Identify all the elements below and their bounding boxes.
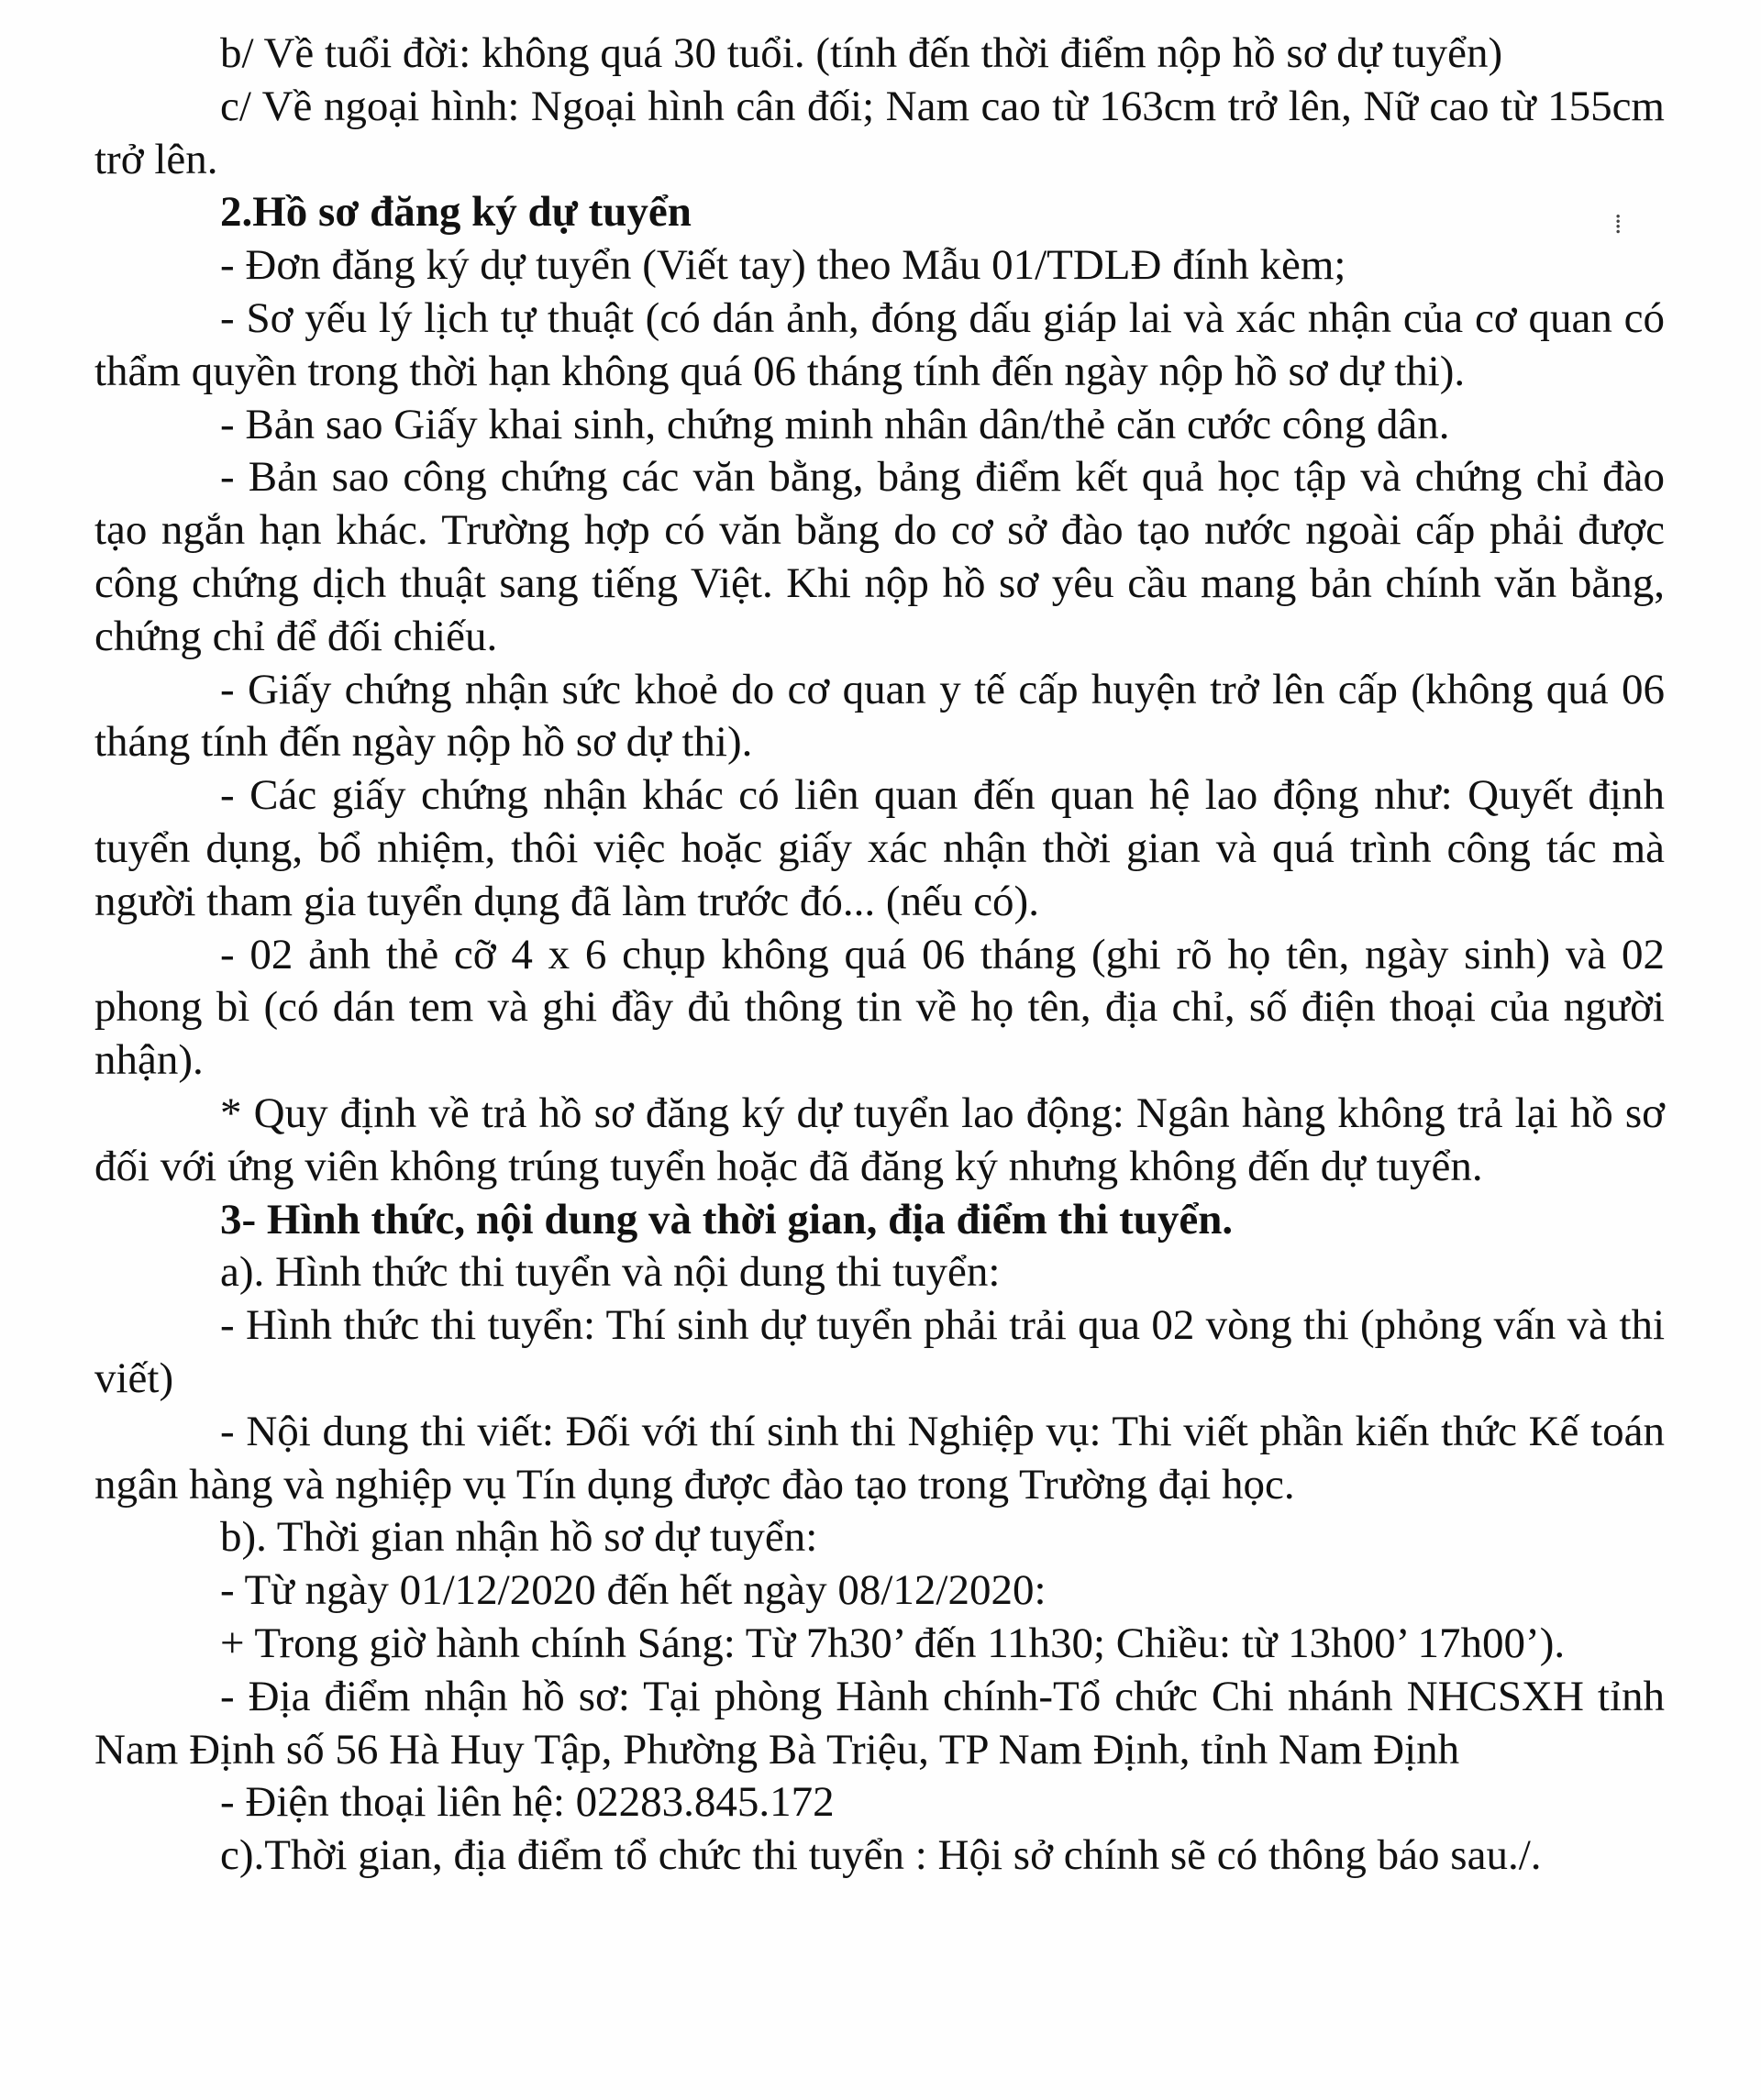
curriculum-vitae-item: - Sơ yếu lý lịch tự thuật (có dán ảnh, đóng dấu giáp lai và xác nhận của cơ quan có thẩm quyền trong thời hạn không quá 06 tháng tính đến ngày nộp hồ sơ dự thi). bbox=[94, 293, 1665, 395]
date-range-item: - Từ ngày 01/12/2020 đến hết ngày 08/12/2020: bbox=[220, 1566, 1047, 1615]
location-item: - Địa điểm nhận hồ sơ: Tại phòng Hành chính-Tổ chức Chi nhánh NHCSXH tỉnh Nam Định số 56 Hà Huy Tập, Phường Bà Triệu, TP Nam Định, tỉnh Nam Định bbox=[94, 1672, 1665, 1774]
labor-documents-item: - Các giấy chứng nhận khác có liên quan đến quan hệ lao động như: Quyết định tuyển dụng, bổ nhiệm, thôi việc hoặc giấy xác nhận thời gian và quá trình công tác mà người tham gia tuyển dụng đã làm trước đó... (nếu có). bbox=[94, 771, 1665, 925]
receiving-time-subheading: b). Thời gian nhận hồ sơ dự tuyển: bbox=[220, 1513, 818, 1562]
age-requirement: b/ Về tuổi đời: không quá 30 tuổi. (tính đến thời điểm nộp hồ sơ dự tuyển) bbox=[220, 29, 1503, 77]
document-body bbox=[94, 28, 1665, 1883]
written-exam-item: - Nội dung thi viết: Đối với thí sinh thi Nghiệp vụ: Thi viết phần kiến thức Kế toán ngân hàng và nghiệp vụ Tín dụng được đào tạo trong Trường đại học. bbox=[94, 1407, 1665, 1509]
office-hours-item: + Trong giờ hành chính Sáng: Từ 7h30’ đến 11h30; Chiều: từ 13h00’ 17h00’). bbox=[220, 1619, 1566, 1667]
photos-envelopes-item: - 02 ảnh thẻ cỡ 4 x 6 chụp không quá 06 tháng (ghi rõ họ tên, ngày sinh) và 02 phong bì (có dán tem và ghi đầy đủ thông tin về họ tên, địa chỉ, số điện thoại của người nhận). bbox=[94, 930, 1665, 1085]
section-2-heading: 2.Hồ sơ đăng ký dự tuyển bbox=[220, 188, 692, 237]
appearance-requirement: c/ Về ngoại hình: Ngoại hình cân đối; Nam cao từ 163cm trở lên, Nữ cao từ 155cm trở lên. bbox=[94, 82, 1665, 183]
diplomas-item: - Bản sao công chứng các văn bằng, bảng điểm kết quả học tập và chứng chỉ đào tạo ngắn hạn khác. Trường hợp có văn bằng do cơ sở đào tạo nước ngoài cấp phải được công chứng dịch thuật sang tiếng Việt. Khi nộp hồ sơ yêu cầu mang bản chính văn bằng, chứng chỉ để đối chiếu. bbox=[94, 453, 1665, 660]
birth-certificate-item: - Bản sao Giấy khai sinh, chứng minh nhân dân/thẻ căn cước công dân. bbox=[220, 400, 1450, 448]
exam-format-item: - Hình thức thi tuyển: Thí sinh dự tuyển phải trải qua 02 vòng thi (phỏng vấn và thi viết) bbox=[94, 1301, 1665, 1402]
health-certificate-item: - Giấy chứng nhận sức khoẻ do cơ quan y tế cấp huyện trở lên cấp (không quá 06 tháng tính đến ngày nộp hồ sơ dự thi). bbox=[94, 665, 1665, 767]
section-3-heading: 3- Hình thức, nội dung và thời gian, địa điểm thi tuyển. bbox=[220, 1195, 1234, 1243]
exam-time-location-item: c).Thời gian, địa điểm tổ chức thi tuyển : Hội sở chính sẽ có thông báo sau./. bbox=[220, 1831, 1542, 1880]
scan-speck-mark: ⁞ bbox=[1614, 209, 1623, 239]
return-policy-note: * Quy định về trả hồ sơ đăng ký dự tuyển lao động: Ngân hàng không trả lại hồ sơ đối với ứng viên không trúng tuyển hoặc đã đăng ký nhưng không đến dự tuyển. bbox=[94, 1089, 1665, 1190]
application-form-item: - Đơn đăng ký dự tuyển (Viết tay) theo Mẫu 01/TDLĐ đính kèm; bbox=[220, 241, 1346, 290]
exam-format-subheading: a). Hình thức thi tuyển và nội dung thi tuyển: bbox=[220, 1248, 1001, 1297]
phone-item: - Điện thoại liên hệ: 02283.845.172 bbox=[220, 1778, 835, 1827]
